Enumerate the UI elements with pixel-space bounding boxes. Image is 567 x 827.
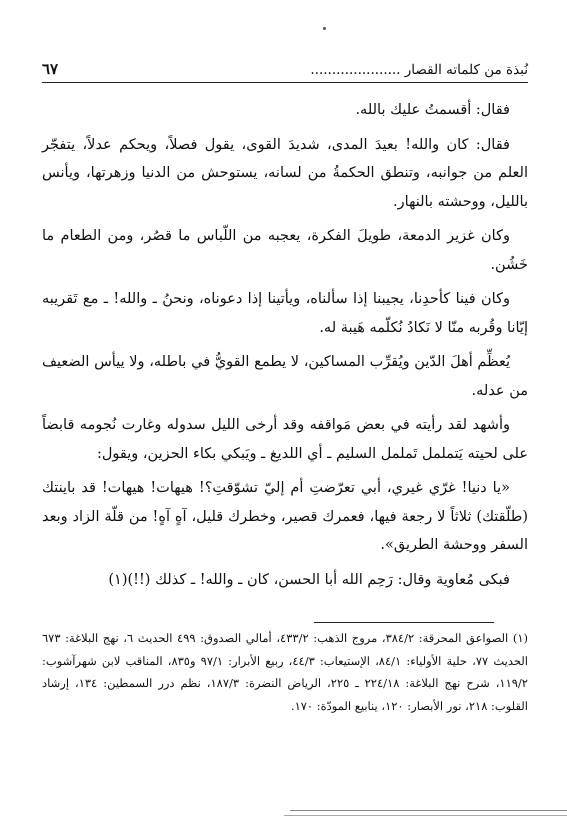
footnote: (١) الصواعق المحرقة: ٣٨٤/٢، مروج الذهب: ٤٣٣/٢، أمالي الصدوق: ٤٩٩ الحديث ٦، نهج البلاغة: ٦٧٣ الحديث ٧٧، حلية الأولياء: ٨٤/١، الإستيعاب: ٤٤/٣، ربيع الأبرار: ٩٧/١ و٨٣٥، المناقب لابن شهرآشوب: ١١٩/٢، شرح نهج البلاغة: ٢٢٤/١٨ ـ ٢٢٥، الرياض النضرة: ١٨٧/٣، نظم درر السمطين: ١٣٤، إرشاد القلوب: ٢١٨، نور الأبصار: ١٢٠، ينابيع المودّة: ١٧٠.	[42, 631, 528, 713]
page-edge-line	[284, 815, 567, 816]
paragraph: يُعظِّم أهلَ الدّين ويُقرِّب المساكين، لا يطمع القويُّ في باطله، ولا ييأس الضعيف من عدله.	[42, 354, 528, 399]
page-header	[42, 60, 528, 83]
footnotes	[42, 627, 528, 717]
paragraph: وأشهد لقد رأيته في بعض مَواقفه وقد أرخى الليل سدوله وغارت نُجومه قابضاً على لحيته يَتململ تَململ السليم ـ أي اللديغ ـ ويَبكي بكاء الحزين، ويقول:	[42, 417, 528, 462]
body-text	[42, 96, 528, 600]
page-edge-line	[290, 810, 567, 811]
paragraph: وكان غزير الدمعة، طويلَ الفكرة، يعجبه من اللّباس ما قصُر، ومن الطعام ما خَشُن.	[42, 228, 528, 273]
footnote-divider	[314, 622, 494, 623]
paragraph: فقال: كان والله! بعيدَ المدى، شديدَ القوى، يقول فصلاً، ويحكم عدلاً، يتفجّر العلم من جوانبه، وتنطق الحكمةُ من لسانه، يستوحش من الدنيا وزهرتها، ويأنس بالليل، ووحشته بالنهار.	[42, 136, 528, 210]
print-speck	[323, 27, 326, 30]
page-number: ٦٧	[42, 60, 59, 78]
paragraph: فبكى مُعاوية وقال: رَحِم الله أبا الحسن، كان ـ والله! ـ كذلك (!!)(١)	[108, 571, 510, 588]
running-title: نُبذة من كلماته القصار .....................	[310, 62, 528, 78]
quotation-paragraph: «يا دنيا! غرّي غيري، أبي تعرّضتِ أم إليّ تشوّقتِ؟! هيهات! هيهات! قد باينتك (طلّقتك) ثلاثاً لا رجعة فيها، فعمرك قصير، وخطرك قليل، آهٍ آهٍ! من قلّة الزاد وبعد السفر ووحشة الطريق».	[42, 480, 528, 553]
paragraph: وكان فينا كأحدِنا، يجيبنا إذا سألناه، ويأتينا إذا دعوناه، ونحنُ ـ والله! ـ مع تَقريبه إيّانا وقُربه منّا لا نَكادُ نُكلّمه هَيبة له.	[42, 291, 528, 336]
paragraph: فقال: أقسمتُ عليك بالله.	[355, 102, 510, 118]
